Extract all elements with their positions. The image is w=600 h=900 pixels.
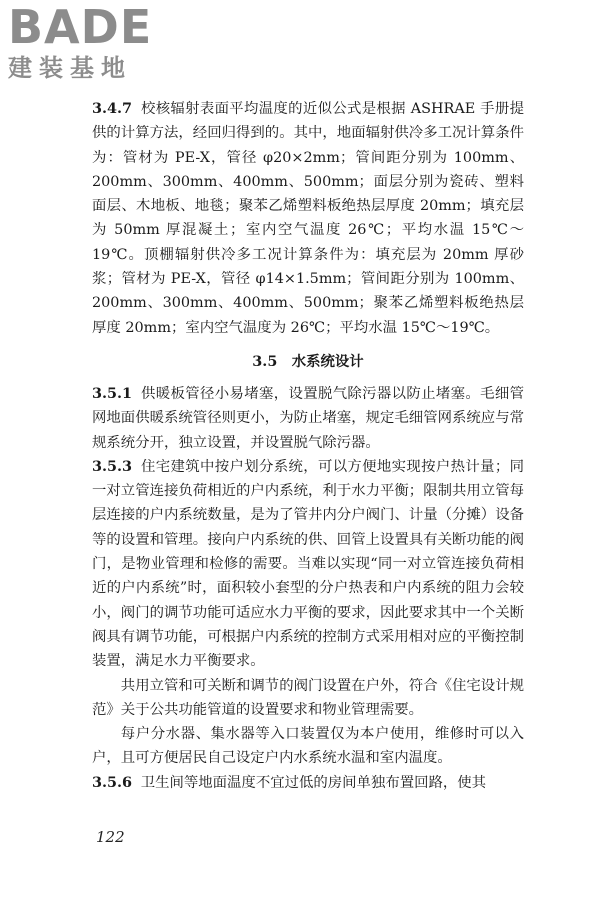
clause-text: 供暖板管径小易堵塞，设置脱气除污器以防止堵塞。毛细管网地面供暖系统管径则更小，为防止堵塞，规定毛细管网系统应与常规系统分开，独立设置，并设置脱气除污器。	[92, 385, 524, 451]
clause-text: 校核辐射表面平均温度的近似公式是根据 ASHRAE 手册提供的计算方法，经回归得到的。其中，地面辐射供冷多工况计算条件为：管材为 PE-X，管径 φ20×2mm；管间距分别为 100mm、200mm、300mm、400mm、500mm；面层分别为瓷砖、塑料面层、木地板、地毯；聚苯乙烯塑料板绝热层厚度 20mm；填充层为 50mm 厚混凝土；室内空气温度 26℃；平均水温 15℃～19℃。顶棚辐射供冷多工况计算条件为：填充层为 20mm 厚砂浆；管材为 PE-X，管径 φ14×1.5mm；管间距分别为 100mm、200mm、300mm、400mm、500mm；聚苯乙烯塑料板绝热层厚度 20mm；室内空气温度为 26℃；平均水温 15℃～19℃。	[92, 101, 524, 336]
clause-text: 卫生间等地面温度不宜过低的房间单独布置回路，使其	[140, 774, 487, 791]
logo-wordmark: BADE	[8, 0, 153, 54]
body-paragraph: 每户分水器、集水器等入口装置仅为本户使用，维修时可以入户，且可方便居民自己设定户内水系统水温和室内温度。	[92, 726, 524, 767]
section-heading	[92, 350, 524, 374]
page-body	[92, 97, 524, 795]
clause-3-4-7	[92, 97, 524, 340]
clause-number: 3.4.7	[92, 100, 133, 117]
clause-number: 3.5.1	[92, 384, 133, 402]
section-title: 水系统设计	[291, 352, 364, 370]
page-number: 122	[96, 828, 125, 846]
clause-3-5-6	[92, 771, 524, 795]
clause-number: 3.5.6	[92, 773, 133, 791]
body-paragraph: 共用立管和可关断和调节的阀门设置在户外，符合《住宅设计规范》关于公共功能管道的设置要求和物业管理需要。	[92, 677, 524, 718]
bade-logo	[8, 0, 188, 94]
clause-number: 3.5.3	[92, 457, 133, 475]
logo-subtitle: 建装基地	[8, 54, 132, 82]
clause-text: 住宅建筑中按户划分系统，可以方便地实现按户热计量；同一对立管连接负荷相近的户内系统，利于水力平衡；限制共用立管每层连接的户内系统数量，是为了管井内分户阀门、计量（分摊）设备等的设置和管理。接向户内系统的供、回管上设置具有关断功能的阀门，是物业管理和检修的需要。当难以实现“同一对立管连接负荷相近的户内系统”时，面积较小套型的分户热表和户内系统的阻力会较小，阀门的调节功能可适应水力平衡的要求，因此要求其中一个关断阀具有调节功能，可根据户内系统的控制方式采用相对应的平衡控制装置，满足水力平衡要求。	[92, 458, 524, 670]
section-number: 3.5	[252, 352, 278, 370]
clause-3-5-3	[92, 455, 524, 674]
clause-3-5-1	[92, 382, 524, 455]
